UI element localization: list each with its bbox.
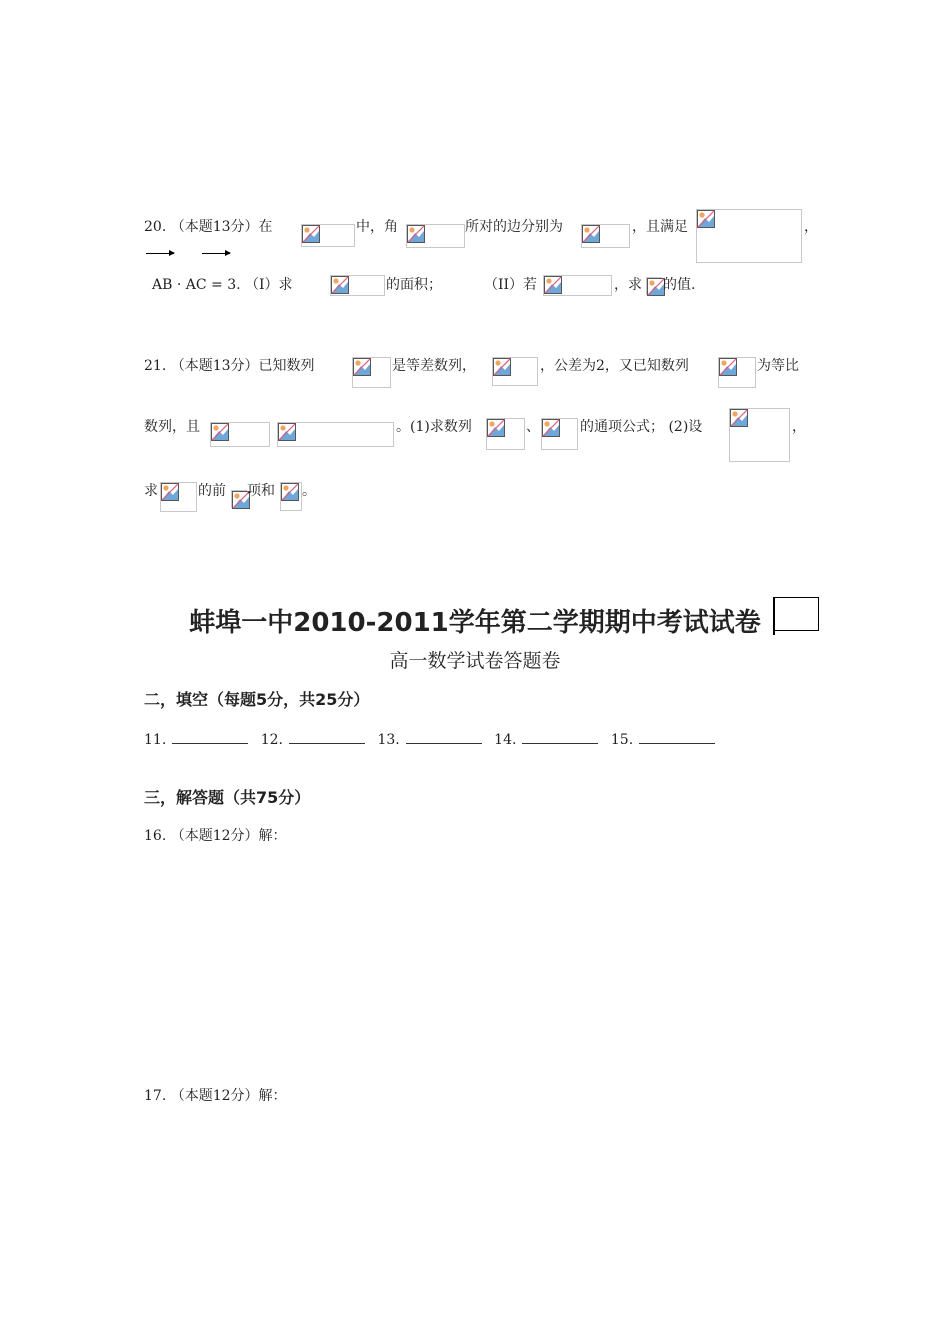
answer-sheet-title: 蚌埠一中2010-2011学年第二学期期中考试试卷 xyxy=(189,608,761,638)
broken-image-icon xyxy=(544,276,562,294)
formula-image-icon xyxy=(718,357,756,388)
broken-image-icon xyxy=(407,225,425,243)
broken-image-icon xyxy=(719,358,737,376)
q21-text-4: 。(1)求数列 xyxy=(396,419,472,435)
formula-image-icon xyxy=(646,277,662,295)
broken-image-icon xyxy=(278,423,296,441)
broken-image-icon xyxy=(161,483,179,501)
formula-image-icon xyxy=(280,482,302,511)
q20-text-7: ，求 xyxy=(614,277,642,293)
formula-image-icon xyxy=(543,275,612,296)
broken-image-icon xyxy=(302,225,320,243)
formula-image-icon xyxy=(301,224,355,247)
formula-image-icon xyxy=(492,357,538,386)
answer-blank-13[interactable] xyxy=(406,729,482,744)
formula-image-icon xyxy=(581,224,630,248)
formula-image-icon xyxy=(277,422,394,447)
score-box xyxy=(773,597,819,631)
formula-image-icon xyxy=(541,418,578,450)
answer-sheet-subtitle: 高一数学试卷答题卷 xyxy=(389,650,561,672)
broken-image-icon xyxy=(281,483,299,501)
q20-vector-line: AB · AC = 3. （I）求 xyxy=(152,277,293,293)
score-box-edge xyxy=(773,597,775,635)
q21-text-9: 项和 xyxy=(247,483,275,499)
formula-image-icon xyxy=(486,418,525,450)
q21-text-8: 的前 xyxy=(198,483,226,499)
q21-text-3: 为等比 xyxy=(757,358,799,374)
q20-text-1: 中，角 xyxy=(356,219,398,235)
formula-image-icon xyxy=(330,275,385,296)
blank-label-13: 13. xyxy=(377,732,400,748)
formula-image-icon xyxy=(729,408,790,462)
blank-label-14: 14. xyxy=(494,732,517,748)
q21-text-2: ，公差为2，又已知数列 xyxy=(540,358,689,374)
q21-line3-start: 求 xyxy=(144,483,158,499)
blank-answers-row xyxy=(144,729,723,749)
section-solutions-heading: 三，解答题（共75分） xyxy=(144,788,311,807)
blank-label-15: 15. xyxy=(610,732,634,748)
q20-text-3: ，且满足 xyxy=(632,219,688,235)
vector-arrow-icon xyxy=(146,253,174,254)
q16-label: 16. （本题12分）解： xyxy=(144,828,287,844)
q20-text-4: ， xyxy=(804,219,818,235)
section-fill-in-heading: 二，填空（每题5分，共25分） xyxy=(144,690,370,709)
q21-text-7: ， xyxy=(792,419,806,435)
formula-image-icon xyxy=(231,490,247,508)
broken-image-icon xyxy=(697,210,715,228)
q17-label: 17. （本题12分）解： xyxy=(144,1088,287,1104)
blank-label-11: 11. xyxy=(144,732,167,748)
q20-text-8: 的值. xyxy=(663,277,696,293)
answer-blank-12[interactable] xyxy=(289,729,365,744)
formula-image-icon xyxy=(160,482,197,512)
broken-image-icon xyxy=(211,423,229,441)
q21-text-5: 、 xyxy=(526,419,540,435)
broken-image-icon xyxy=(487,419,505,437)
answer-blank-11[interactable] xyxy=(172,729,248,744)
formula-image-icon xyxy=(406,224,465,248)
q21-text-10: 。 xyxy=(302,483,316,499)
q20-text-5: 的面积； xyxy=(386,277,442,293)
q20-text-6: （II）若 xyxy=(484,277,538,293)
broken-image-icon xyxy=(582,225,600,243)
q21-text-6: 的通项公式； (2)设 xyxy=(580,419,703,435)
answer-blank-14[interactable] xyxy=(522,729,598,744)
answer-blank-15[interactable] xyxy=(639,729,715,744)
broken-image-icon xyxy=(730,409,748,427)
broken-image-icon xyxy=(542,419,560,437)
blank-label-12: 12. xyxy=(260,732,283,748)
q20-text-head: 20. （本题13分）在 xyxy=(144,219,273,235)
q21-text-1: 是等差数列， xyxy=(392,358,476,374)
formula-image-icon xyxy=(352,357,391,388)
q21-text-head: 21. （本题13分）已知数列 xyxy=(144,358,315,374)
q20-text-2: 所对的边分别为 xyxy=(465,219,563,235)
broken-image-icon xyxy=(353,358,371,376)
broken-image-icon xyxy=(493,358,511,376)
formula-image-icon xyxy=(696,209,802,263)
q21-line2-start: 数列，且 xyxy=(144,419,200,435)
formula-image-icon xyxy=(210,422,270,447)
vector-arrow-icon xyxy=(202,253,230,254)
broken-image-icon xyxy=(331,276,349,294)
